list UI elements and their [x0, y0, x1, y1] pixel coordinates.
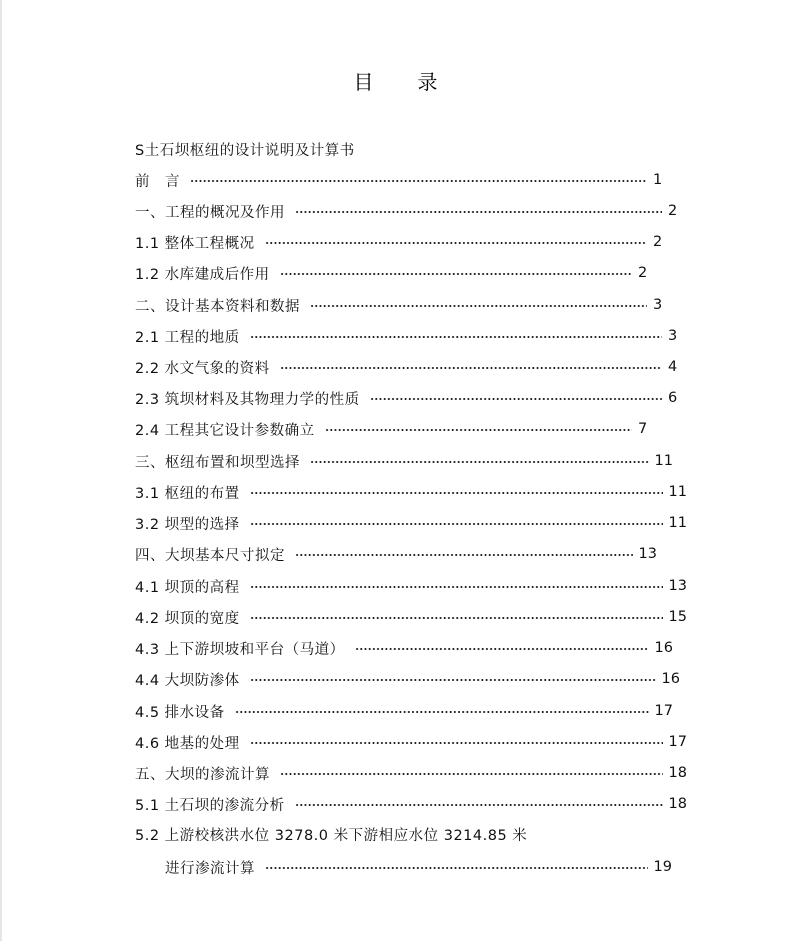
toc-entry[interactable] — [135, 794, 687, 814]
toc-leader-dots — [250, 523, 663, 525]
toc-entry-label: 2.2 水文气象的资料 — [135, 360, 270, 377]
toc-page-number: 1 — [653, 172, 663, 188]
toc-entry[interactable] — [135, 669, 680, 689]
toc-page-number: 18 — [668, 765, 687, 781]
toc-entry[interactable] — [135, 763, 687, 783]
toc-page-number: 11 — [668, 484, 687, 500]
toc-entry-label: 4.6 地基的处理 — [135, 735, 240, 752]
toc-entry[interactable] — [135, 326, 680, 346]
toc-page-number: 3 — [668, 328, 678, 344]
toc-entry-label: 三、枢纽布置和坝型选择 — [135, 454, 300, 471]
toc-page-number: 16 — [654, 640, 673, 656]
toc-leader-dots — [265, 242, 647, 244]
toc-entry-label: 2.3 筑坝材料及其物理力学的性质 — [135, 391, 360, 408]
toc-page-number: 17 — [654, 703, 673, 719]
toc-leader-dots — [295, 554, 633, 556]
toc-leader-dots — [370, 398, 662, 400]
toc-entry[interactable] — [135, 576, 687, 596]
toc-page-number: 6 — [668, 390, 678, 406]
document-name: S土石坝枢纽的设计说明及计算书 — [135, 143, 355, 159]
toc-page-number: 13 — [638, 546, 657, 562]
toc-page-number: 3 — [653, 297, 663, 313]
toc-entry[interactable] — [135, 263, 650, 283]
toc-leader-dots — [235, 711, 649, 713]
toc-page-number: 11 — [668, 515, 687, 531]
toc-entry-label: 1.1 整体工程概况 — [135, 235, 255, 252]
toc-page-number: 16 — [661, 671, 680, 687]
toc-leader-dots — [280, 273, 632, 275]
toc-leader-dots — [250, 742, 663, 744]
toc-entry[interactable] — [165, 857, 672, 877]
toc-entry[interactable] — [135, 295, 665, 315]
toc-entry[interactable] — [135, 544, 657, 564]
toc-page-number: 17 — [668, 734, 687, 750]
toc-entry-label: 二、设计基本资料和数据 — [135, 298, 300, 315]
toc-entry-label: 五、大坝的渗流计算 — [135, 766, 270, 783]
toc-page-number: 15 — [668, 609, 687, 625]
toc-leader-dots — [355, 648, 649, 650]
toc-entry-label: 2.4 工程其它设计参数确立 — [135, 422, 315, 439]
toc-entry-label: 5.1 土石坝的渗流分析 — [135, 797, 285, 814]
toc-entry[interactable] — [135, 201, 680, 221]
toc-leader-dots — [280, 367, 662, 369]
toc-leader-dots — [250, 586, 663, 588]
toc-leader-dots — [265, 867, 648, 869]
toc-leader-dots — [190, 180, 647, 182]
toc-page-number: 2 — [638, 265, 648, 281]
toc-entry[interactable] — [135, 388, 680, 408]
toc-entry-label: 前 言 — [135, 173, 180, 190]
toc-entry[interactable] — [135, 482, 687, 502]
toc-entry-label-multiline[interactable]: 5.2 上游校核洪水位 3278.0 米下游相应水位 3214.85 米 — [135, 828, 528, 844]
toc-entry-label: 2.1 工程的地质 — [135, 329, 240, 346]
toc-entry[interactable] — [135, 419, 650, 439]
toc-leader-dots — [280, 773, 663, 775]
toc-entry[interactable] — [135, 638, 673, 658]
toc-entry[interactable] — [135, 701, 673, 721]
toc-page-number: 2 — [668, 203, 678, 219]
toc-entry-label: 4.4 大坝防渗体 — [135, 672, 240, 689]
toc-page-number: 4 — [668, 359, 678, 375]
toc-leader-dots — [250, 336, 662, 338]
toc-leader-dots — [325, 429, 632, 431]
toc-entry-label: 3.2 坝型的选择 — [135, 516, 240, 533]
toc-entry[interactable] — [135, 357, 680, 377]
toc-entry-label: 3.1 枢纽的布置 — [135, 485, 240, 502]
toc-entry-label: 4.1 坝顶的高程 — [135, 579, 240, 596]
toc-leader-dots — [250, 492, 663, 494]
toc-entry-label: 4.5 排水设备 — [135, 704, 225, 721]
toc-page-number: 13 — [668, 578, 687, 594]
toc-entry-label: 4.2 坝顶的宽度 — [135, 610, 240, 627]
toc-page-number: 7 — [638, 421, 648, 437]
page-title: 目 录 — [353, 70, 450, 94]
toc-leader-dots — [295, 211, 662, 213]
toc-page-number: 2 — [653, 234, 663, 250]
toc-page-number: 19 — [653, 859, 672, 875]
toc-leader-dots — [310, 461, 649, 463]
toc-entry-label: 四、大坝基本尺寸拟定 — [135, 547, 285, 564]
toc-leader-dots — [295, 804, 663, 806]
toc-entry-label: 一、工程的概况及作用 — [135, 204, 285, 221]
toc-entry[interactable] — [135, 451, 673, 471]
toc-entry[interactable] — [135, 513, 687, 533]
toc-entry[interactable] — [135, 170, 665, 190]
toc-leader-dots — [310, 305, 647, 307]
toc-page-number: 18 — [668, 796, 687, 812]
toc-page-number: 11 — [654, 453, 673, 469]
toc-entry-label: 4.3 上下游坝坡和平台（马道） — [135, 641, 345, 658]
page-edge — [0, 0, 2, 941]
toc-entry-label: 进行渗流计算 — [165, 860, 255, 877]
toc-entry[interactable] — [135, 232, 665, 252]
toc-entry[interactable] — [135, 607, 687, 627]
toc-entry[interactable] — [135, 732, 687, 752]
toc-entry-label: 1.2 水库建成后作用 — [135, 266, 270, 283]
toc-leader-dots — [250, 679, 656, 681]
toc-leader-dots — [250, 617, 663, 619]
